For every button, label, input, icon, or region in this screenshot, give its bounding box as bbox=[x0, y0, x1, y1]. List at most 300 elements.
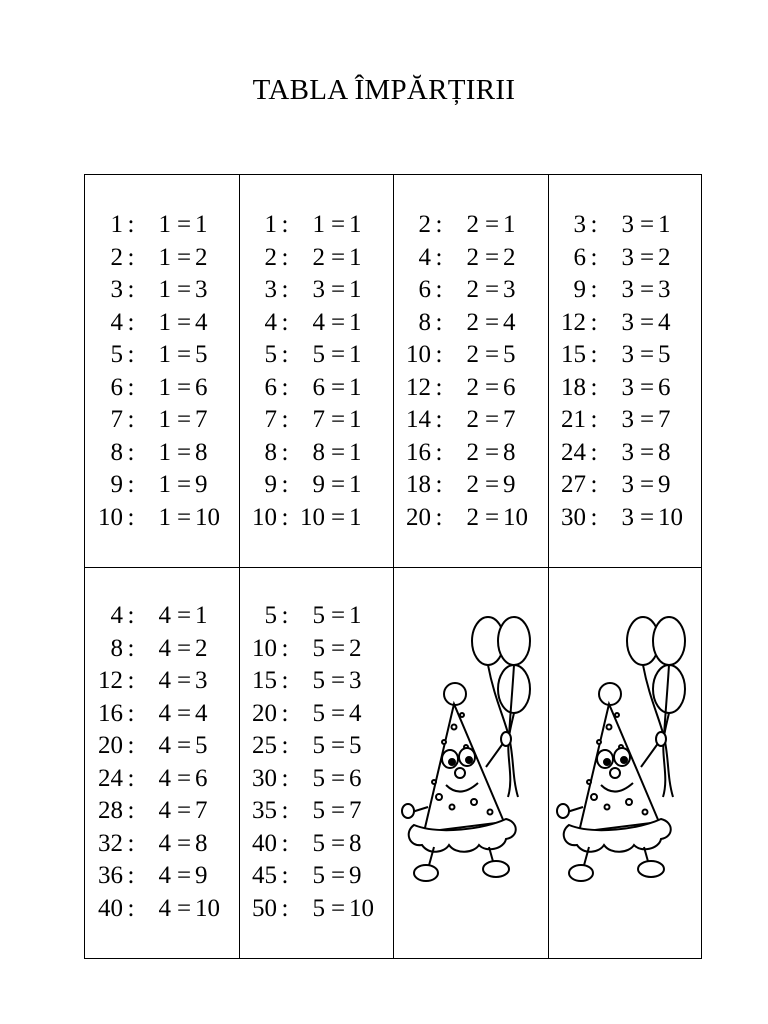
division-row bbox=[548, 242, 702, 275]
division-table-6 bbox=[239, 600, 393, 925]
division-table-4 bbox=[548, 209, 702, 534]
division-row bbox=[239, 795, 393, 828]
division-row bbox=[548, 339, 702, 372]
division-table-1 bbox=[85, 209, 239, 534]
divisor: 5 bbox=[312, 862, 325, 889]
quotient: 1 bbox=[349, 438, 362, 466]
quotient: 1 bbox=[195, 211, 208, 238]
division-row bbox=[85, 730, 239, 763]
divisor: 4 bbox=[158, 797, 171, 824]
division-row bbox=[393, 372, 547, 405]
divisor: 6 bbox=[312, 373, 325, 401]
division-sign: : bbox=[590, 438, 598, 466]
division-table-grid bbox=[84, 174, 702, 959]
quotient: 1 bbox=[349, 471, 362, 498]
dividend: 15 bbox=[252, 667, 277, 694]
divisor: 5 bbox=[312, 732, 325, 759]
dividend: 7 bbox=[264, 406, 277, 433]
division-sign: : bbox=[127, 308, 135, 336]
equals-sign: = bbox=[176, 862, 192, 889]
dividend: 4 bbox=[110, 308, 123, 336]
division-sign: : bbox=[127, 341, 135, 368]
divisor: 3 bbox=[621, 308, 634, 336]
dividend: 8 bbox=[418, 308, 431, 336]
dividend: 30 bbox=[561, 503, 586, 531]
quotient: 2 bbox=[349, 634, 362, 662]
quotient: 7 bbox=[195, 797, 208, 824]
quotient: 7 bbox=[195, 406, 208, 433]
quotient: 1 bbox=[503, 211, 516, 238]
division-sign: : bbox=[590, 308, 598, 336]
division-row bbox=[239, 763, 393, 796]
divisor: 1 bbox=[158, 211, 171, 238]
equals-sign: = bbox=[176, 797, 192, 824]
division-row bbox=[85, 893, 239, 926]
divisor: 1 bbox=[158, 308, 171, 336]
division-row bbox=[85, 469, 239, 502]
division-row bbox=[85, 502, 239, 535]
equals-sign: = bbox=[176, 308, 192, 336]
division-sign: : bbox=[127, 797, 135, 824]
division-sign: : bbox=[281, 797, 289, 824]
quotient: 4 bbox=[349, 699, 362, 727]
quotient: 1 bbox=[349, 341, 362, 368]
division-sign: : bbox=[127, 211, 135, 238]
dividend: 27 bbox=[561, 471, 586, 498]
divisor: 3 bbox=[621, 503, 634, 531]
quotient: 8 bbox=[195, 438, 208, 466]
equals-sign: = bbox=[484, 373, 500, 401]
quotient: 6 bbox=[349, 764, 362, 792]
divisor: 5 bbox=[312, 634, 325, 662]
divisor: 10 bbox=[300, 503, 325, 531]
division-sign: : bbox=[590, 341, 598, 368]
quotient: 1 bbox=[349, 243, 362, 271]
dividend: 12 bbox=[406, 373, 431, 401]
dividend: 12 bbox=[98, 667, 123, 694]
divisor: 1 bbox=[158, 438, 171, 466]
equals-sign: = bbox=[176, 438, 192, 466]
quotient: 4 bbox=[195, 308, 208, 336]
division-sign: : bbox=[281, 276, 289, 303]
division-sign: : bbox=[127, 438, 135, 466]
division-row bbox=[239, 860, 393, 893]
equals-sign: = bbox=[639, 406, 655, 433]
dividend: 6 bbox=[110, 373, 123, 401]
division-table-2 bbox=[239, 209, 393, 534]
division-row bbox=[548, 209, 702, 242]
division-sign: : bbox=[435, 406, 443, 433]
dividend: 16 bbox=[98, 699, 123, 727]
division-table-5 bbox=[85, 600, 239, 925]
quotient: 2 bbox=[195, 634, 208, 662]
division-sign: : bbox=[281, 211, 289, 238]
quotient: 3 bbox=[503, 276, 516, 303]
divisor: 3 bbox=[312, 276, 325, 303]
dividend: 8 bbox=[110, 634, 123, 662]
equals-sign: = bbox=[330, 829, 346, 857]
divisor: 4 bbox=[158, 894, 171, 922]
divisor: 2 bbox=[466, 503, 479, 531]
equals-sign: = bbox=[639, 243, 655, 271]
dividend: 12 bbox=[561, 308, 586, 336]
divisor: 1 bbox=[158, 243, 171, 271]
dividend: 5 bbox=[110, 341, 123, 368]
dividend: 45 bbox=[252, 862, 277, 889]
quotient: 10 bbox=[195, 503, 220, 531]
divisor: 3 bbox=[621, 373, 634, 401]
dividend: 28 bbox=[98, 797, 123, 824]
dividend: 3 bbox=[573, 211, 586, 238]
division-sign: : bbox=[590, 503, 598, 531]
divisor: 5 bbox=[312, 699, 325, 727]
equals-sign: = bbox=[176, 406, 192, 433]
dividend: 1 bbox=[264, 211, 277, 238]
division-sign: : bbox=[590, 276, 598, 303]
division-row bbox=[393, 339, 547, 372]
equals-sign: = bbox=[176, 732, 192, 759]
dividend: 32 bbox=[98, 829, 123, 857]
page-title: TABLA ÎMPĂRȚIRII bbox=[252, 74, 516, 106]
dividend: 20 bbox=[98, 732, 123, 759]
equals-sign: = bbox=[176, 373, 192, 401]
quotient: 2 bbox=[195, 243, 208, 271]
quotient: 6 bbox=[658, 373, 671, 401]
equals-sign: = bbox=[330, 894, 346, 922]
quotient: 5 bbox=[503, 341, 516, 368]
equals-sign: = bbox=[176, 276, 192, 303]
division-row bbox=[239, 372, 393, 405]
division-row bbox=[548, 502, 702, 535]
divisor: 2 bbox=[466, 276, 479, 303]
equals-sign: = bbox=[176, 341, 192, 368]
party-character-illustration bbox=[549, 607, 701, 887]
division-sign: : bbox=[435, 276, 443, 303]
division-row bbox=[548, 404, 702, 437]
division-sign: : bbox=[127, 667, 135, 694]
dividend: 8 bbox=[264, 438, 277, 466]
division-sign: : bbox=[281, 243, 289, 271]
equals-sign: = bbox=[330, 602, 346, 629]
division-row bbox=[239, 893, 393, 926]
division-row bbox=[239, 600, 393, 633]
quotient: 1 bbox=[349, 406, 362, 433]
division-table-3 bbox=[393, 209, 547, 534]
row-divider bbox=[85, 567, 701, 568]
division-row bbox=[85, 600, 239, 633]
quotient: 2 bbox=[658, 243, 671, 271]
division-sign: : bbox=[127, 894, 135, 922]
quotient: 4 bbox=[503, 308, 516, 336]
division-sign: : bbox=[127, 732, 135, 759]
equals-sign: = bbox=[639, 471, 655, 498]
equals-sign: = bbox=[484, 243, 500, 271]
division-sign: : bbox=[127, 471, 135, 498]
hat-pompom bbox=[444, 683, 466, 705]
division-row bbox=[85, 860, 239, 893]
quotient: 5 bbox=[658, 341, 671, 368]
division-row bbox=[239, 307, 393, 340]
divisor: 4 bbox=[158, 699, 171, 727]
equals-sign: = bbox=[484, 406, 500, 433]
division-sign: : bbox=[281, 602, 289, 629]
division-row bbox=[85, 209, 239, 242]
quotient: 4 bbox=[195, 699, 208, 727]
division-row bbox=[85, 828, 239, 861]
division-row bbox=[85, 633, 239, 666]
division-sign: : bbox=[281, 764, 289, 792]
division-sign: : bbox=[435, 438, 443, 466]
quotient: 3 bbox=[195, 667, 208, 694]
quotient: 8 bbox=[503, 438, 516, 466]
equals-sign: = bbox=[639, 438, 655, 466]
division-row bbox=[393, 209, 547, 242]
quotient: 3 bbox=[349, 667, 362, 694]
divisor: 4 bbox=[158, 732, 171, 759]
division-sign: : bbox=[281, 862, 289, 889]
quotient: 7 bbox=[658, 406, 671, 433]
quotient: 8 bbox=[658, 438, 671, 466]
dividend: 10 bbox=[252, 634, 277, 662]
division-sign: : bbox=[281, 699, 289, 727]
division-row bbox=[85, 307, 239, 340]
equals-sign: = bbox=[176, 829, 192, 857]
dividend: 6 bbox=[264, 373, 277, 401]
division-sign: : bbox=[281, 732, 289, 759]
dividend: 40 bbox=[98, 894, 123, 922]
quotient: 1 bbox=[349, 503, 362, 531]
equals-sign: = bbox=[176, 243, 192, 271]
divisor: 4 bbox=[158, 634, 171, 662]
equals-sign: = bbox=[330, 503, 346, 531]
divisor: 1 bbox=[158, 341, 171, 368]
quotient: 10 bbox=[195, 894, 220, 922]
division-row bbox=[85, 763, 239, 796]
dividend: 4 bbox=[264, 308, 277, 336]
division-sign: : bbox=[127, 829, 135, 857]
division-row bbox=[85, 404, 239, 437]
division-sign: : bbox=[281, 373, 289, 401]
division-row bbox=[548, 469, 702, 502]
equals-sign: = bbox=[330, 308, 346, 336]
equals-sign: = bbox=[484, 438, 500, 466]
division-sign: : bbox=[127, 276, 135, 303]
dividend: 10 bbox=[98, 503, 123, 531]
divisor: 4 bbox=[158, 602, 171, 629]
quotient: 9 bbox=[195, 862, 208, 889]
equals-sign: = bbox=[639, 341, 655, 368]
equals-sign: = bbox=[176, 211, 192, 238]
divisor: 5 bbox=[312, 602, 325, 629]
dividend: 7 bbox=[110, 406, 123, 433]
dividend: 2 bbox=[110, 243, 123, 271]
division-row bbox=[239, 665, 393, 698]
dividend: 4 bbox=[418, 243, 431, 271]
division-row bbox=[393, 404, 547, 437]
division-row bbox=[239, 437, 393, 470]
divisor: 4 bbox=[158, 764, 171, 792]
divisor: 5 bbox=[312, 797, 325, 824]
division-row bbox=[85, 339, 239, 372]
divisor: 3 bbox=[621, 406, 634, 433]
division-row bbox=[393, 242, 547, 275]
divisor: 5 bbox=[312, 667, 325, 694]
equals-sign: = bbox=[176, 503, 192, 531]
divisor: 3 bbox=[621, 438, 634, 466]
dividend: 16 bbox=[406, 438, 431, 466]
division-sign: : bbox=[281, 308, 289, 336]
quotient: 1 bbox=[349, 373, 362, 401]
divisor: 3 bbox=[621, 276, 634, 303]
equals-sign: = bbox=[484, 471, 500, 498]
equals-sign: = bbox=[330, 373, 346, 401]
quotient: 1 bbox=[349, 308, 362, 336]
divisor: 5 bbox=[312, 341, 325, 368]
division-row bbox=[239, 828, 393, 861]
dividend: 25 bbox=[252, 732, 277, 759]
division-row bbox=[393, 437, 547, 470]
division-sign: : bbox=[590, 471, 598, 498]
division-row bbox=[85, 698, 239, 731]
quotient: 8 bbox=[195, 829, 208, 857]
dividend: 15 bbox=[561, 341, 586, 368]
divisor: 2 bbox=[466, 438, 479, 466]
dividend: 20 bbox=[252, 699, 277, 727]
division-sign: : bbox=[127, 243, 135, 271]
divisor: 3 bbox=[621, 471, 634, 498]
division-sign: : bbox=[435, 503, 443, 531]
dividend: 35 bbox=[252, 797, 277, 824]
division-sign: : bbox=[435, 308, 443, 336]
dividend: 30 bbox=[252, 764, 277, 792]
equals-sign: = bbox=[484, 276, 500, 303]
quotient: 1 bbox=[349, 211, 362, 238]
dividend: 24 bbox=[561, 438, 586, 466]
quotient: 10 bbox=[349, 894, 374, 922]
quotient: 2 bbox=[503, 243, 516, 271]
quotient: 8 bbox=[349, 829, 362, 857]
dividend: 9 bbox=[110, 471, 123, 498]
equals-sign: = bbox=[330, 732, 346, 759]
division-row bbox=[239, 339, 393, 372]
dividend: 40 bbox=[252, 829, 277, 857]
division-row bbox=[85, 665, 239, 698]
division-row bbox=[85, 372, 239, 405]
division-sign: : bbox=[127, 602, 135, 629]
division-row bbox=[548, 372, 702, 405]
divisor: 8 bbox=[312, 438, 325, 466]
divisor: 2 bbox=[466, 308, 479, 336]
division-sign: : bbox=[127, 634, 135, 662]
quotient: 6 bbox=[503, 373, 516, 401]
equals-sign: = bbox=[176, 894, 192, 922]
dividend: 5 bbox=[264, 602, 277, 629]
dividend: 6 bbox=[418, 276, 431, 303]
equals-sign: = bbox=[176, 471, 192, 498]
dividend: 10 bbox=[406, 341, 431, 368]
equals-sign: = bbox=[330, 276, 346, 303]
division-sign: : bbox=[590, 406, 598, 433]
divisor: 2 bbox=[466, 341, 479, 368]
divisor: 1 bbox=[312, 211, 325, 238]
division-row bbox=[239, 502, 393, 535]
dividend: 1 bbox=[110, 211, 123, 238]
divisor: 1 bbox=[158, 406, 171, 433]
quotient: 9 bbox=[349, 862, 362, 889]
divisor: 2 bbox=[466, 243, 479, 271]
equals-sign: = bbox=[330, 438, 346, 466]
division-sign: : bbox=[435, 211, 443, 238]
quotient: 10 bbox=[658, 503, 683, 531]
quotient: 7 bbox=[503, 406, 516, 433]
division-row bbox=[239, 730, 393, 763]
equals-sign: = bbox=[176, 667, 192, 694]
quotient: 3 bbox=[195, 276, 208, 303]
divisor: 9 bbox=[312, 471, 325, 498]
divisor: 5 bbox=[312, 829, 325, 857]
quotient: 6 bbox=[195, 764, 208, 792]
dividend: 14 bbox=[406, 406, 431, 433]
division-sign: : bbox=[127, 699, 135, 727]
divisor: 1 bbox=[158, 471, 171, 498]
equals-sign: = bbox=[330, 243, 346, 271]
dividend: 2 bbox=[264, 243, 277, 271]
equals-sign: = bbox=[176, 699, 192, 727]
dividend: 9 bbox=[573, 276, 586, 303]
divisor: 7 bbox=[312, 406, 325, 433]
division-sign: : bbox=[281, 829, 289, 857]
equals-sign: = bbox=[639, 308, 655, 336]
divisor: 3 bbox=[621, 341, 634, 368]
divisor: 2 bbox=[466, 373, 479, 401]
dividend: 50 bbox=[252, 894, 277, 922]
equals-sign: = bbox=[330, 406, 346, 433]
quotient: 3 bbox=[658, 276, 671, 303]
dividend: 2 bbox=[418, 211, 431, 238]
division-sign: : bbox=[435, 243, 443, 271]
party-character-illustration bbox=[394, 607, 546, 887]
quotient: 10 bbox=[503, 503, 528, 531]
division-sign: : bbox=[590, 243, 598, 271]
equals-sign: = bbox=[639, 373, 655, 401]
quotient: 9 bbox=[658, 471, 671, 498]
dividend: 5 bbox=[264, 341, 277, 368]
equals-sign: = bbox=[330, 341, 346, 368]
dividend: 21 bbox=[561, 406, 586, 433]
division-row bbox=[85, 437, 239, 470]
equals-sign: = bbox=[639, 211, 655, 238]
equals-sign: = bbox=[176, 634, 192, 662]
division-row bbox=[239, 633, 393, 666]
division-row bbox=[239, 404, 393, 437]
quotient: 9 bbox=[503, 471, 516, 498]
equals-sign: = bbox=[330, 764, 346, 792]
division-sign: : bbox=[281, 894, 289, 922]
division-sign: : bbox=[590, 211, 598, 238]
dividend: 9 bbox=[264, 471, 277, 498]
dividend: 3 bbox=[110, 276, 123, 303]
quotient: 1 bbox=[195, 602, 208, 629]
division-sign: : bbox=[127, 764, 135, 792]
dividend: 18 bbox=[561, 373, 586, 401]
division-row bbox=[85, 242, 239, 275]
quotient: 6 bbox=[195, 373, 208, 401]
dividend: 8 bbox=[110, 438, 123, 466]
division-row bbox=[548, 274, 702, 307]
equals-sign: = bbox=[330, 667, 346, 694]
divisor: 2 bbox=[466, 211, 479, 238]
divisor: 3 bbox=[621, 243, 634, 271]
